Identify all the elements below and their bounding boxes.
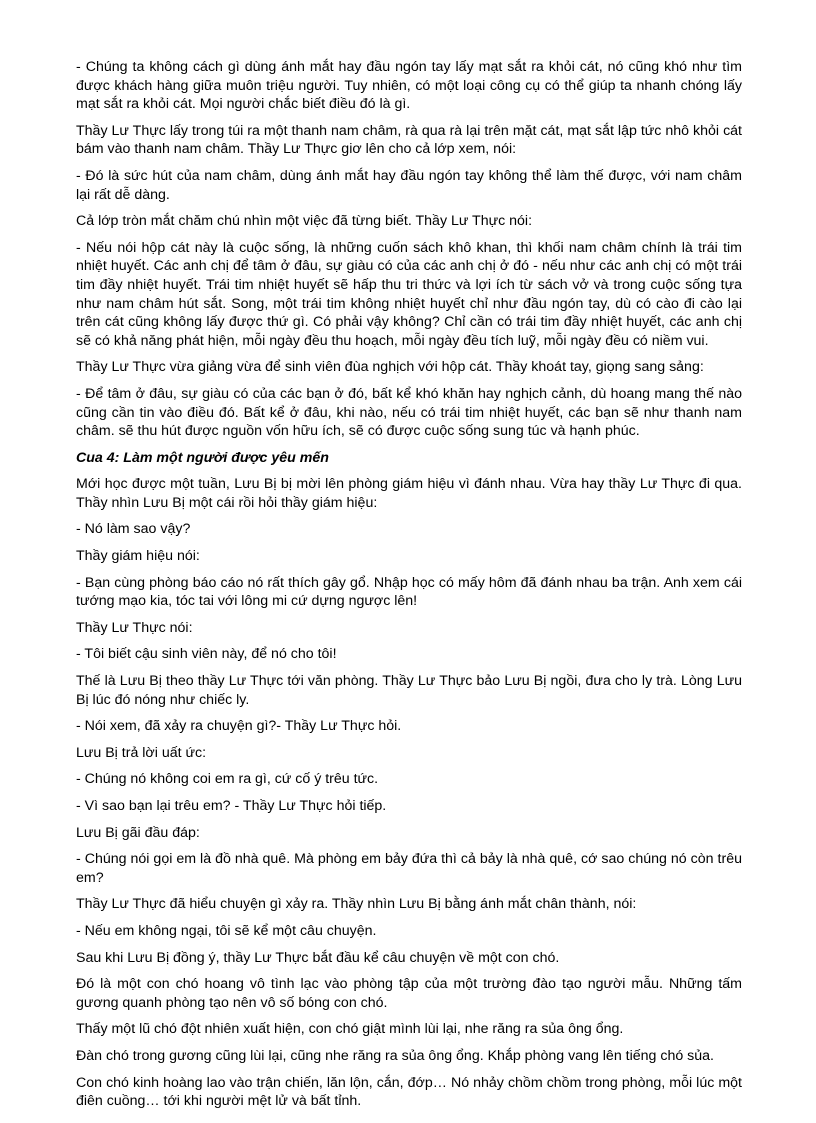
paragraph: Thấy một lũ chó đột nhiên xuất hiện, con chó giật mình lùi lại, nhe răng ra sủa ông ổng. [76,1021,624,1038]
paragraph: - Nói xem, đã xảy ra chuyện gì?- Thầy Lư Thực hỏi. [76,718,402,735]
paragraph: - Đó là sức hút của nam châm, dùng ánh mắt hay đầu ngón tay không thể làm thế được, với nam châm lại rất dễ dàng. [76,167,742,203]
paragraph: Lưu Bị trả lời uất ức: [76,744,207,761]
paragraph: Lưu Bị gãi đầu đáp: [76,824,200,841]
paragraph: - Nó làm sao vậy? [76,521,191,538]
paragraph: Đàn chó trong gương cũng lùi lại, cũng nhe răng ra sủa ông ổng. Khắp phòng vang lên tiếng chó sủa. [76,1047,714,1064]
paragraph: Sau khi Lưu Bị đồng ý, thầy Lư Thực bắt đầu kể câu chuyện về một con chó. [76,949,560,966]
paragraph: Thầy Lư Thực đã hiểu chuyện gì xảy ra. Thầy nhìn Lưu Bị bằng ánh mắt chân thành, nói: [76,896,637,913]
paragraph: - Chúng nó không coi em ra gì, cứ cố ý trêu tức. [76,771,379,788]
paragraph: Thế là Lưu Bị theo thầy Lư Thực tới văn phòng. Thầy Lư Thực bảo Lưu Bị ngồi, đưa cho ly trà. Lòng Lưu Bị lúc đó nóng như chiếc ly. [76,673,742,708]
paragraph: Thầy Lư Thực nói: [76,619,193,636]
paragraph: - Chúng ta không cách gì dùng ánh mắt hay đầu ngón tay lấy mạt sắt ra khỏi cát, nó cũng khó như tìm được khách hàng giữa muôn triệu người. Tuy nhiên, có một loại công cụ có thể giúp ta nhanh chóng lấy mạt sắt ra khỏi cát. Mọi người chắc biết điều đó là gì. [76,59,742,113]
paragraph: Mới học được một tuần, Lưu Bị bị mời lên phòng giám hiệu vì đánh nhau. Vừa hay thầy Lư Thực đi qua. Thầy nhìn Lưu Bị một cái rồi hỏi thầy giám hiệu: [76,476,742,511]
paragraph: - Nếu em không ngại, tôi sẽ kể một câu chuyện. [76,922,377,939]
paragraph: Thầy Lư Thực vừa giảng vừa để sinh viên đùa nghịch với hộp cát. Thầy khoát tay, giọng sang sảng: [76,359,704,376]
paragraph: - Vì sao bạn lại trêu em? - Thầy Lư Thực hỏi tiếp. [76,798,387,814]
paragraph: Đó là một con chó hoang vô tình lạc vào phòng tập của một trường đào tạo người mẫu. Những tấm gương quanh phòng tạo nên vô số bóng con chó. [76,976,742,1011]
paragraph: - Để tâm ở đâu, sự giàu có của các bạn ở đó, bất kể khó khăn hay nghịch cảnh, dù hoang mang thế nào cũng cần tin vào điều đó. Bất kể ở đâu, khi nào, nếu có trái tim nhiệt huyết, các bạn sẽ như thanh nam châm. sẽ thu hút được nguồn vốn hữu ích, sẽ có được cuộc sống sung túc và hạnh phúc. [76,385,742,440]
paragraph: - Chúng nói gọi em là đồ nhà quê. Mà phòng em bảy đứa thì cả bảy là nhà quê, cớ sao chúng nó còn trêu em? [76,851,742,886]
paragraph: Con chó kinh hoàng lao vào trận chiến, lăn lộn, cắn, đớp… Nó nhảy chồm chồm trong phòng, mỗi lúc một điên cuồng… tới khi người mệt lử và bất tỉnh. [76,1074,742,1110]
section-heading: Cua 4: Làm một người được yêu mến [76,449,329,466]
paragraph: Cả lớp tròn mắt chăm chú nhìn một việc đã từng biết. Thầy Lư Thực nói: [76,213,533,230]
document-page [76,58,742,1119]
paragraph: - Nếu nói hộp cát này là cuộc sống, là những cuốn sách khô khan, thì khối nam châm chính là trái tim nhiệt huyết. Các anh chị để tâm ở đâu, sự giàu có của các anh chị ở đó - nếu như các anh chị có một trái tim đầy nhiệt huyết. Trái tim nhiệt huyết sẽ hấp thu tri thức và lợi ích từ sách vở và trong cuộc sống tựa như nam châm hút sắt. Song, một trái tim không nhiệt huyết chỉ như đầu ngón tay, dù có cào đi cào lại trên cát cũng không lấy được thứ gì. Có phải vậy không? Chỉ cần có trái tim đầy nhiệt huyết, các anh chị sẽ có khả năng phát hiện, mỗi ngày đều thu hoạch, mỗi ngày đều tích luỹ, mỗi ngày đều có niềm vui. [76,239,742,349]
paragraph: - Tôi biết cậu sinh viên này, để nó cho tôi! [76,646,337,663]
paragraph: Thầy giám hiệu nói: [76,548,200,565]
paragraph: Thầy Lư Thực lấy trong túi ra một thanh nam châm, rà qua rà lại trên mặt cát, mạt sắt lập tức nhô khỏi cát bám vào thanh nam châm. Thầy Lư Thực giơ lên cho cả lớp xem, nói: [76,122,742,158]
paragraph: - Bạn cùng phòng báo cáo nó rất thích gây gổ. Nhập học có mấy hôm đã đánh nhau ba trận. Anh xem cái tướng mạo kia, tóc tai với lông mi cứ dựng ngược lên! [76,574,742,610]
